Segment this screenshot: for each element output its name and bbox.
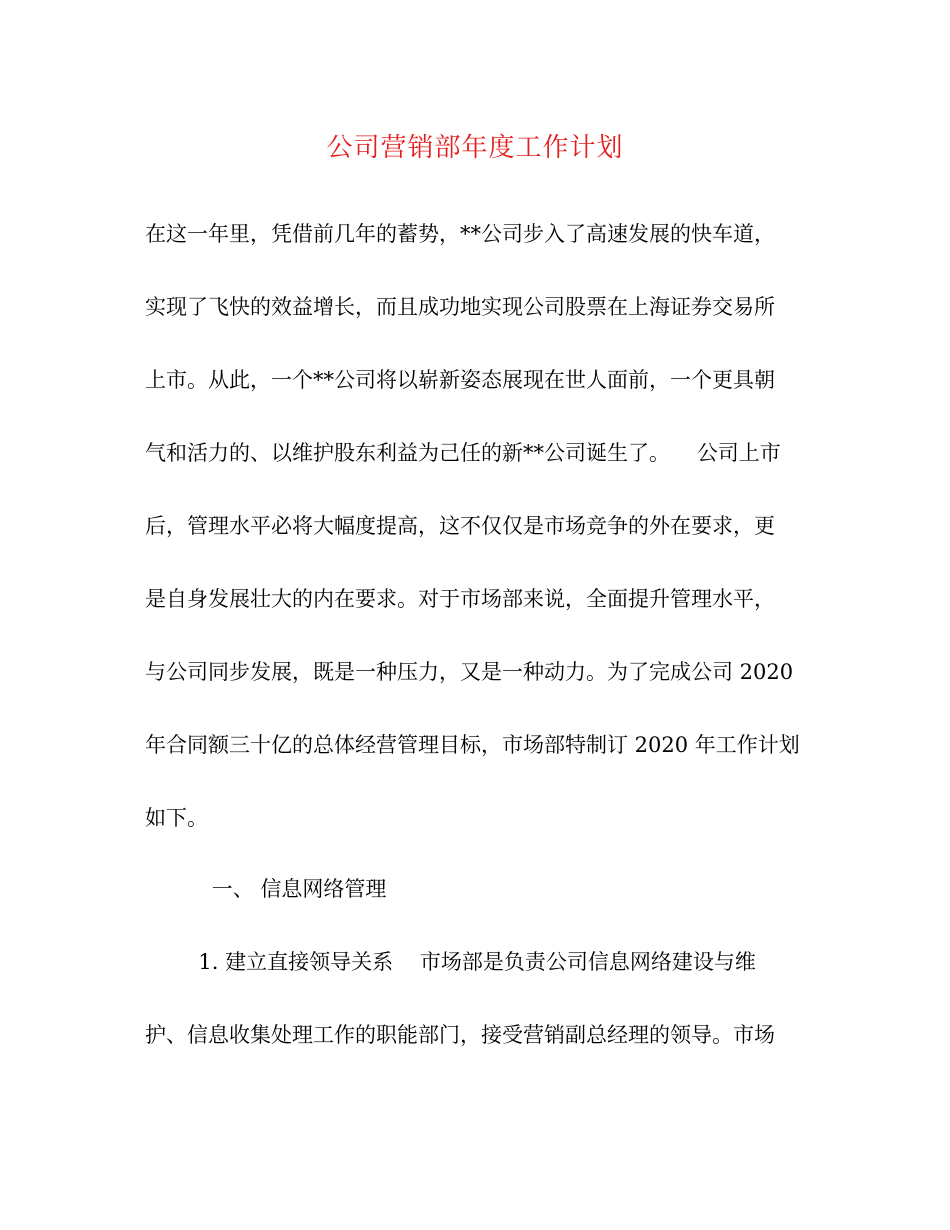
body-line: 气和活力的、以维护股东利益为己任的新**公司诞生了。 公司上市 bbox=[145, 441, 781, 465]
body-line: 与公司同步发展，既是一种压力，又是一种动力。为了完成公司 2020 bbox=[145, 660, 794, 684]
body-line: 是自身发展壮大的内在要求。对于市场部来说，全面提升管理水平， bbox=[145, 587, 775, 611]
body-line: 年合同额三十亿的总体经营管理目标，市场部特制订 2020 年工作计划 bbox=[145, 733, 800, 757]
body-line: 护、信息收集处理工作的职能部门，接受营销副总经理的领导。市场 bbox=[145, 1023, 775, 1047]
body-line: 后，管理水平必将大幅度提高，这不仅仅是市场竞争的外在要求，更 bbox=[145, 514, 775, 538]
document-title: 公司营销部年度工作计划 bbox=[326, 133, 624, 163]
section-heading: 一、 信息网络管理 bbox=[145, 877, 387, 901]
subsection-line: 1. 建立直接领导关系 市场部是负责公司信息网络建设与维 bbox=[145, 950, 756, 974]
body-line: 上市。从此，一个**公司将以崭新姿态展现在世人面前，一个更具朝 bbox=[145, 368, 775, 392]
body-line: 如下。 bbox=[145, 806, 208, 830]
body-line: 实现了飞快的效益增长，而且成功地实现公司股票在上海证券交易所 bbox=[145, 295, 775, 319]
body-line: 在这一年里，凭借前几年的蓄势，**公司步入了高速发展的快车道， bbox=[145, 222, 775, 246]
